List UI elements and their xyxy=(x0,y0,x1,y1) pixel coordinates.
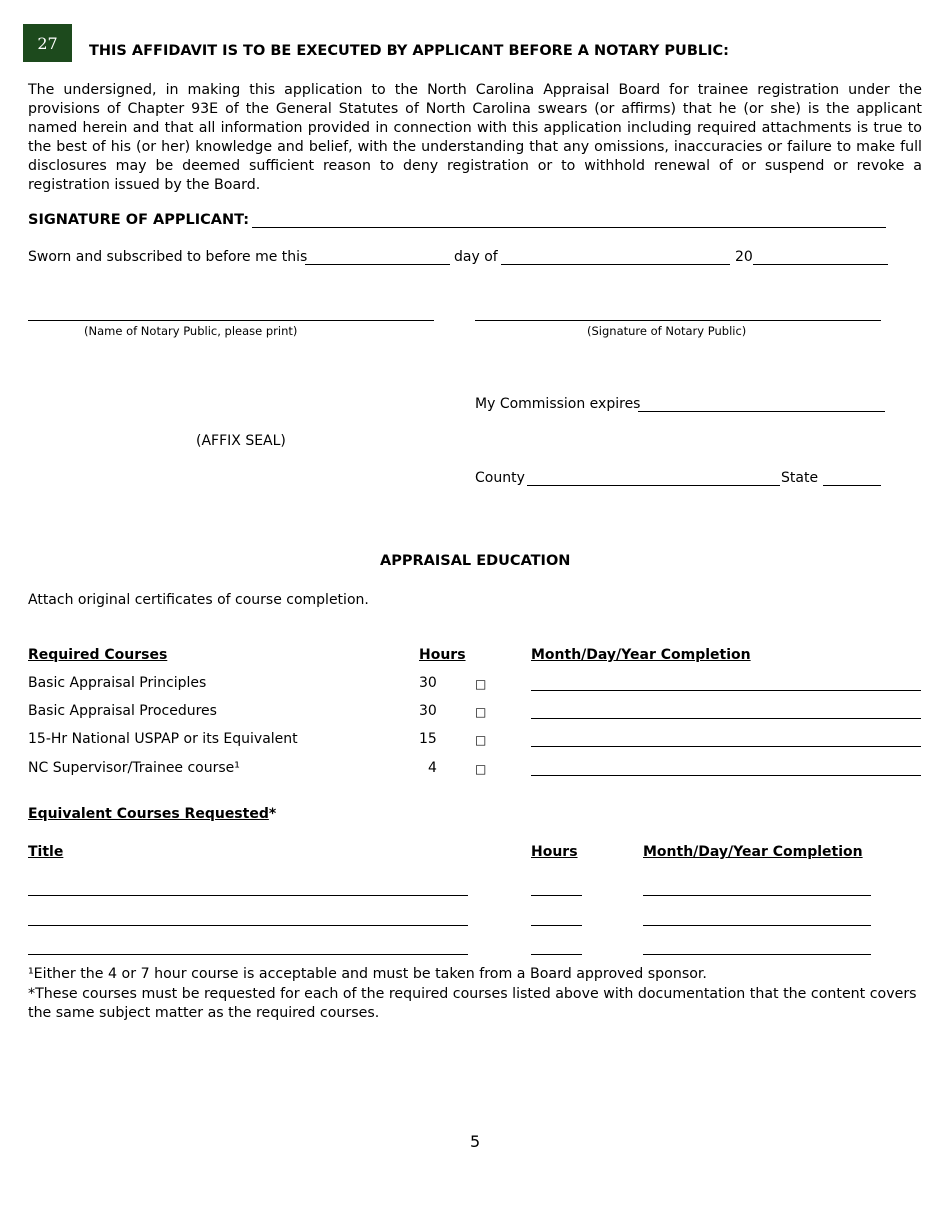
sworn-month-field[interactable] xyxy=(501,264,730,265)
page-number: 5 xyxy=(470,1132,481,1151)
course-hours: 15 xyxy=(419,731,437,747)
state-field[interactable] xyxy=(823,485,881,486)
course-hours: 30 xyxy=(419,703,437,719)
affidavit-paragraph: The undersigned, in making this application to the North Carolina Appraisal Board for trainee registration under the provisions of Chapter 93E of the General Statutes of North Carolina swears (or affirms) that he (or she) is the applicant named herein and that all information provided in connection with this application including required attachments is true to the best of his (or her) knowledge and belief, with the understanding that any omissions, inaccuracies or failure to make full disclosures may be deemed sufficient reason to deny registration or to withhold renewal of or suspend or revoke a registration issued by the Board. xyxy=(28,82,922,193)
footnote-1: ¹Either the 4 or 7 hour course is acceptable and must be taken from a Board approved sponsor. xyxy=(28,966,707,982)
notary-signature-field[interactable] xyxy=(475,320,881,321)
course-checkbox[interactable]: □ xyxy=(475,677,487,691)
equivalent-title-field[interactable] xyxy=(28,895,468,896)
education-title: APPRAISAL EDUCATION xyxy=(380,553,571,569)
course-hours: 30 xyxy=(419,675,437,691)
affix-seal-label: (AFFIX SEAL) xyxy=(196,433,286,449)
course-name: Basic Appraisal Principles xyxy=(28,675,207,691)
course-checkbox[interactable]: □ xyxy=(475,705,487,719)
county-label: County xyxy=(475,470,525,486)
course-name: 15-Hr National USPAP or its Equivalent xyxy=(28,731,298,747)
equivalent-title-field[interactable] xyxy=(28,925,468,926)
course-checkbox[interactable]: □ xyxy=(475,733,487,747)
commission-label: My Commission expires xyxy=(475,396,641,412)
course-completion-field[interactable] xyxy=(531,718,921,719)
course-name: Basic Appraisal Procedures xyxy=(28,703,217,719)
equivalent-title xyxy=(28,806,276,822)
equivalent-hours-field[interactable] xyxy=(531,895,582,896)
course-completion-field[interactable] xyxy=(531,775,921,776)
signature-label: SIGNATURE OF APPLICANT: xyxy=(28,212,250,228)
course-hours: 4 xyxy=(428,760,437,776)
sworn-label: Sworn and subscribed to before me this xyxy=(28,249,308,265)
section-number-badge: 27 xyxy=(23,24,72,62)
sworn-day-field[interactable] xyxy=(305,264,450,265)
course-completion-field[interactable] xyxy=(531,746,921,747)
commission-expires-field[interactable] xyxy=(638,411,885,412)
completion-header: Month/Day/Year Completion xyxy=(531,647,751,663)
county-field[interactable] xyxy=(527,485,780,486)
footnote-2: *These courses must be requested for each of the required courses listed above with documentation that the content covers the same subject matter as the required courses. xyxy=(28,986,917,1021)
equivalent-hours-field[interactable] xyxy=(531,925,582,926)
sworn-year-field[interactable] xyxy=(753,264,888,265)
course-name: NC Supervisor/Trainee course¹ xyxy=(28,760,240,776)
equivalent-completion-field[interactable] xyxy=(643,954,871,955)
course-checkbox[interactable]: □ xyxy=(475,762,487,776)
state-label: State xyxy=(781,470,819,486)
equivalent-asterisk: * xyxy=(268,806,277,822)
equivalent-hours-header: Hours xyxy=(531,844,578,860)
equivalent-title-text: Equivalent Courses Requested xyxy=(28,806,269,822)
signature-field[interactable] xyxy=(252,227,886,228)
equivalent-completion-header: Month/Day/Year Completion xyxy=(643,844,863,860)
education-instruction: Attach original certificates of course completion. xyxy=(28,592,369,608)
equivalent-completion-field[interactable] xyxy=(643,895,871,896)
course-completion-field[interactable] xyxy=(531,690,921,691)
notary-signature-caption: (Signature of Notary Public) xyxy=(587,324,747,338)
year-prefix-label: 20 xyxy=(735,249,753,265)
equivalent-completion-field[interactable] xyxy=(643,925,871,926)
equivalent-hours-field[interactable] xyxy=(531,954,582,955)
notary-name-caption: (Name of Notary Public, please print) xyxy=(84,324,298,338)
equivalent-title-field[interactable] xyxy=(28,954,468,955)
required-courses-header: Required Courses xyxy=(28,647,168,663)
notary-name-field[interactable] xyxy=(28,320,434,321)
affidavit-heading: THIS AFFIDAVIT IS TO BE EXECUTED BY APPLICANT BEFORE A NOTARY PUBLIC: xyxy=(89,43,729,59)
equivalent-title-header: Title xyxy=(28,844,64,860)
day-of-label: day of xyxy=(454,249,498,265)
hours-header: Hours xyxy=(419,647,466,663)
